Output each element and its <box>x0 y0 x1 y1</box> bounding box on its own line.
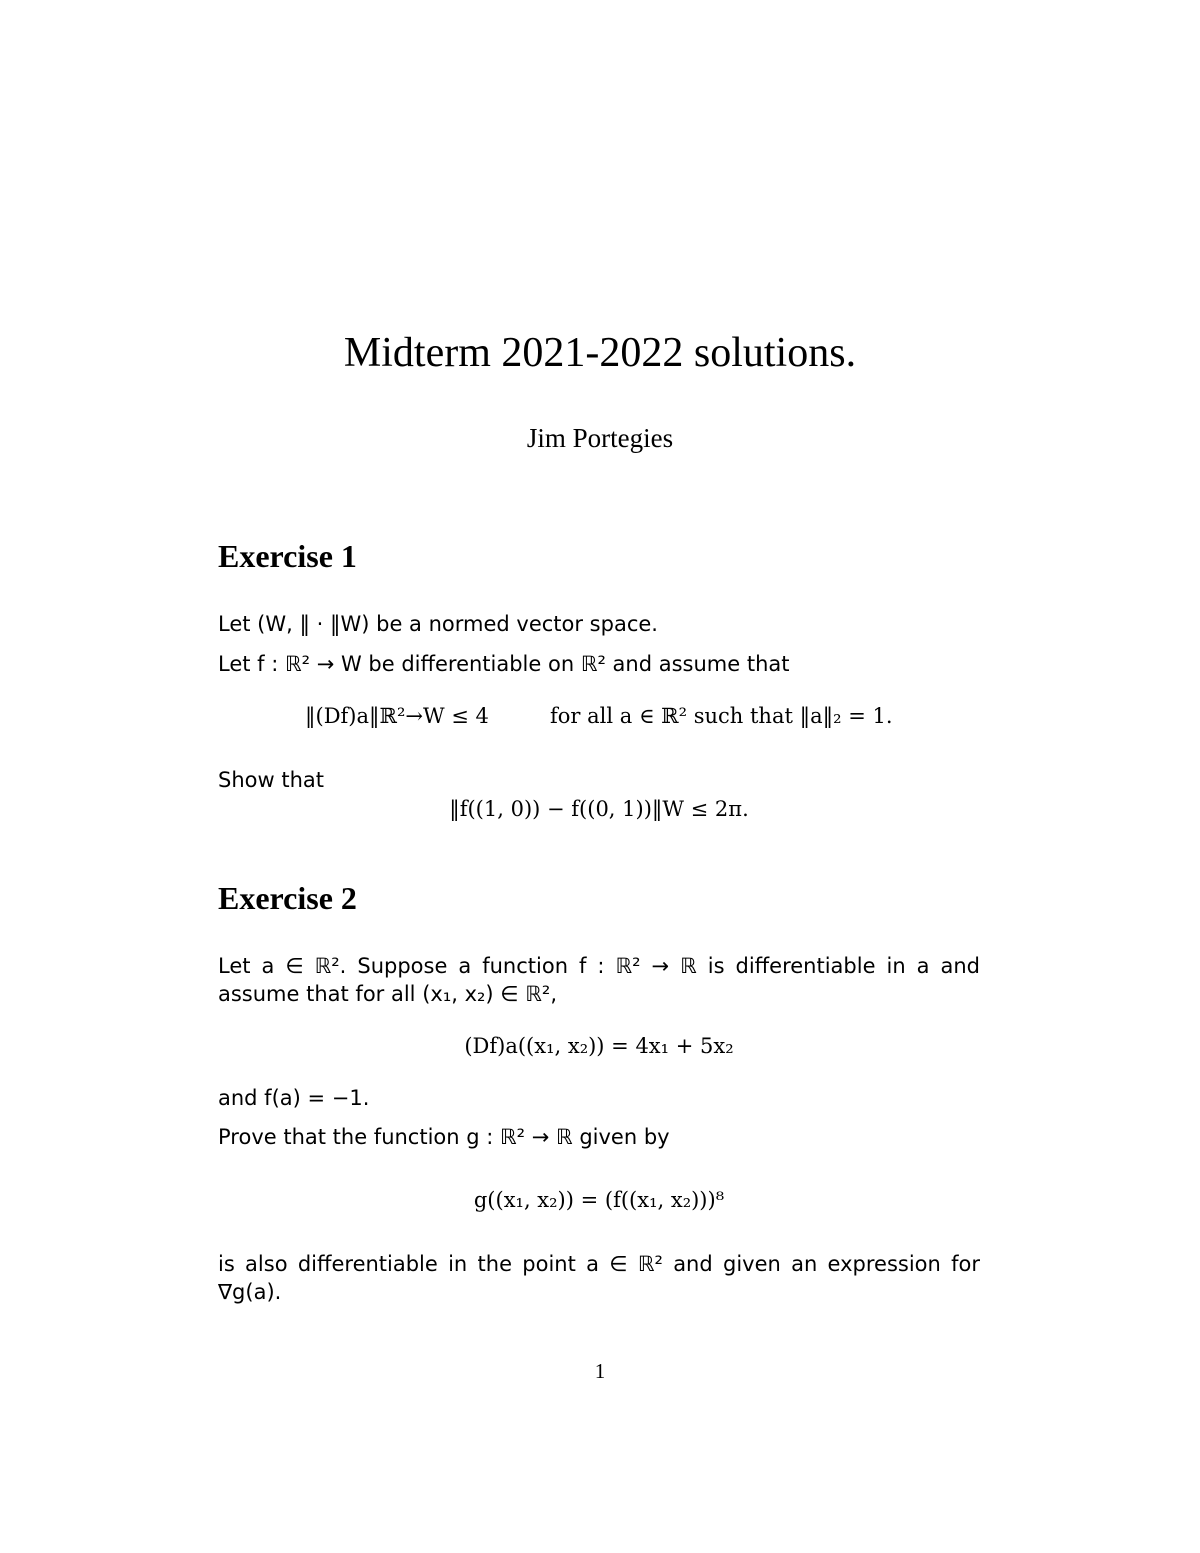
exercise-1-line-1: Let (W, ‖ · ‖W) be a normed vector space. <box>218 612 658 636</box>
exercise-2-derivative: (Df)a((x₁, x₂)) = 4x₁ + 5x₂ <box>464 1034 734 1058</box>
exercise-2-value: and f(a) = −1. <box>218 1086 370 1110</box>
exercise-1-result: ‖f((1, 0)) − f((0, 1))‖W ≤ 2π. <box>449 797 749 821</box>
document-author: Jim Portegies <box>526 423 674 453</box>
exercise-2-g-definition: g((x₁, x₂)) = (f((x₁, x₂)))⁸ <box>473 1188 725 1212</box>
exercise-2-conclusion: is also differentiable in the point a ∈ ℝ² and given an expression for ∇g(a). <box>218 1252 980 1304</box>
document-title: Midterm 2021-2022 solutions. <box>343 330 857 376</box>
exercise-2-prove: Prove that the function g : ℝ² → ℝ given by <box>218 1125 670 1149</box>
exercise-2-paragraph-1: Let a ∈ ℝ². Suppose a function f : ℝ² → ℝ is differentiable in a and assume that for all (x₁, x₂) ∈ ℝ², <box>218 954 980 1006</box>
exercise-2-heading: Exercise 2 <box>218 880 357 916</box>
exercise-1-condition-lhs: ‖(Df)a‖ℝ²→W ≤ 4 <box>305 704 489 728</box>
exercise-1-line-2: Let f : ℝ² → W be differentiable on ℝ² and assume that <box>218 652 790 676</box>
exercise-1-condition-rhs: for all a ∈ ℝ² such that ‖a‖₂ = 1. <box>550 704 893 728</box>
exercise-1-show-that: Show that <box>218 768 324 792</box>
page-number: 1 <box>594 1359 606 1383</box>
exercise-1-heading: Exercise 1 <box>218 538 357 574</box>
